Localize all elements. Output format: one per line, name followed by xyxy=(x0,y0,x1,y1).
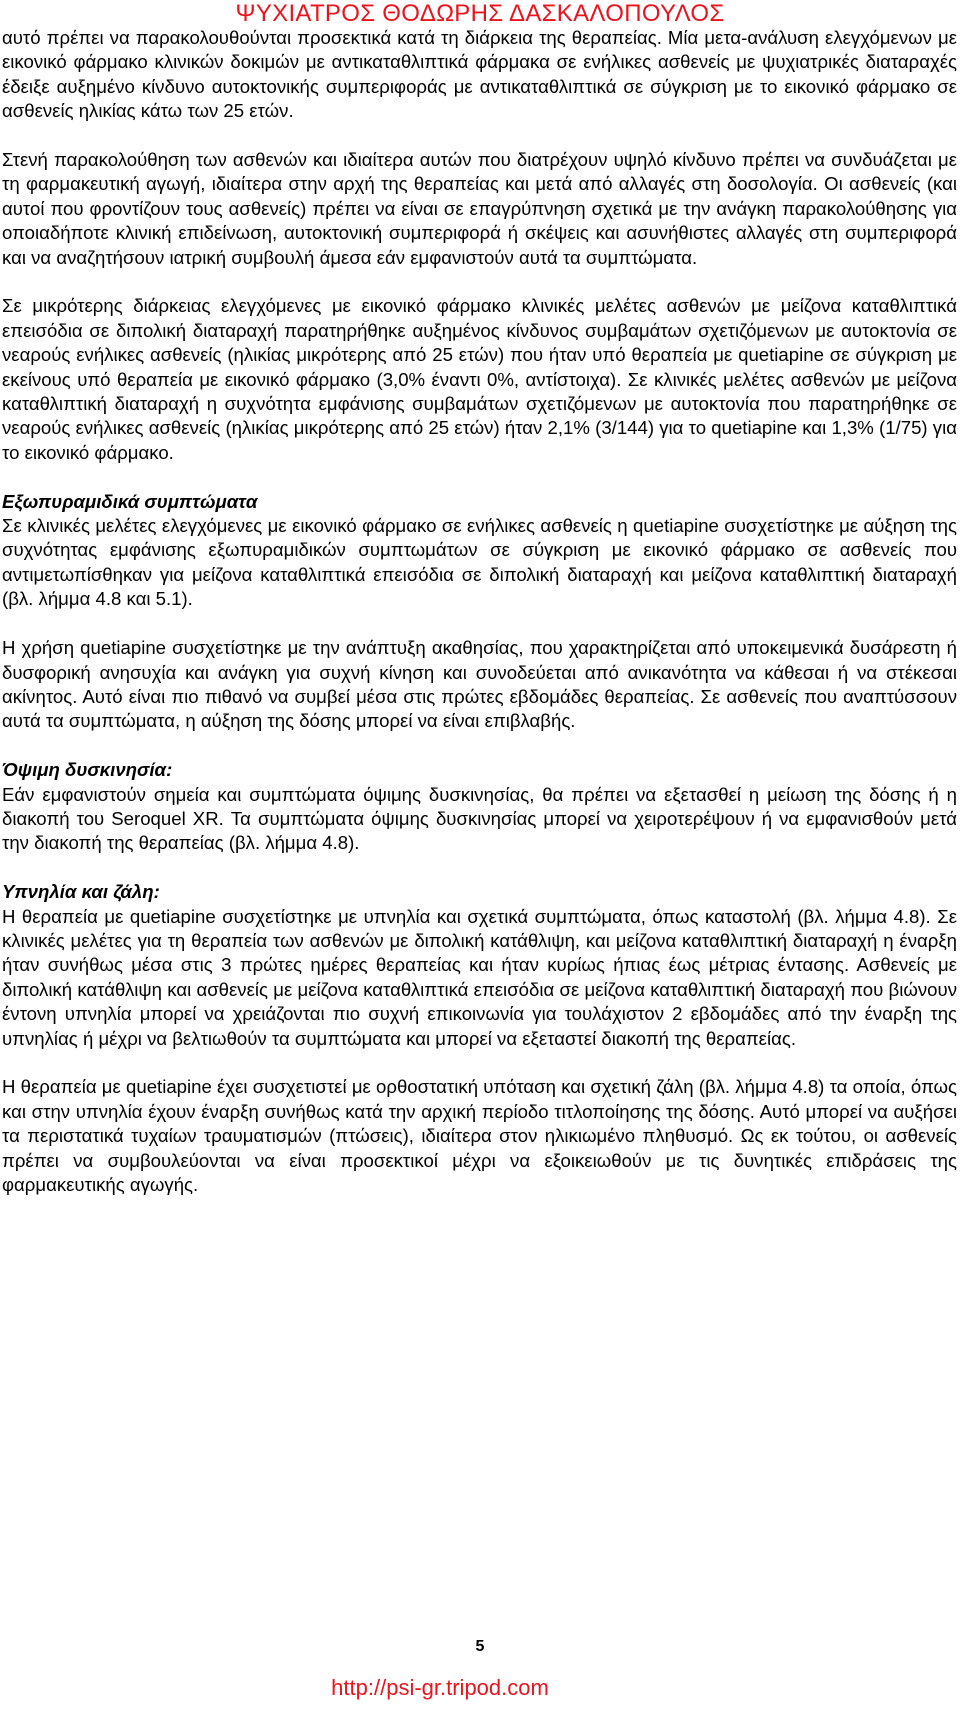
paragraph-extrapyramidal: Σε κλινικές μελέτες ελεγχόμενες με εικονικό φάρμακο σε ενήλικες ασθενείς η quetiapine συσχετίστηκε με αύξηση της συχνότητας εμφάνισης εξωπυραμιδικών συμπτωμάτων σε σύγκριση με εικονικό φάρμακο σε ασθενείς που αντιμετωπίσθηκαν για μείζονα καταθλιπτικά επεισόδια σε διπολική διαταραχή και μείζονα καταθλιπτική διαταραχή (βλ. λήμμα 4.8 και 5.1). xyxy=(2,515,957,610)
paragraph-suicidality-meta-analysis: αυτό πρέπει να παρακολουθούνται προσεκτικά κατά τη διάρκεια της θεραπείας. Μία μετα-ανάλυση ελεγχόμενων με εικονικό φάρμακο κλινικών δοκιμών με αντικαταθλιπτικά φάρμακα σε ενήλικες ασθενείς με ψυχιατρικές διαταραχές έδειξε αυξημένο κίνδυνο αυτοκτονικής συμπεριφοράς με αντικαταθλιπτικά σε σύγκριση με το εικονικό φάρμακο σε ασθενείς ηλικίας κάτω των 25 ετών. xyxy=(2,27,957,122)
footer-link[interactable]: http://psi-gr.tripod.com xyxy=(331,1675,549,1700)
section-heading-tardive-dyskinesia: Όψιμη δυσκινησία: xyxy=(2,759,173,781)
paragraph-akathisia: Η χρήση quetiapine συσχετίστηκε με την ανάπτυξη ακαθησίας, που χαρακτηρίζεται από υποκειμενικά δυσάρεστη ή δυσφορική ανησυχία και ανάγκη για συχνή κίνηση και συνοδεύεται από ανικανότητα να κάθεσαι ή να στέκεσαι ακίνητος. Αυτό είναι πιο πιθανό να συμβεί μέσα στις πρώτες εβδομάδες θεραπείας. Σε ασθενείς που αναπτύσσουν αυτά τα συμπτώματα, η αύξηση της δόσης μπορεί να είναι επιβλαβής. xyxy=(2,637,957,732)
section-heading-somnolence: Υπνηλία και ζάλη: xyxy=(2,881,160,903)
section-heading-extrapyramidal: Εξωπυραμιδικά συμπτώματα xyxy=(2,490,258,512)
page-number: 5 xyxy=(475,1638,485,1655)
page-header-title: ΨΥΧΙΑΤΡΟΣ ΘΟΔΩΡΗΣ ΔΑΣΚΑΛΟΠΟΥΛΟΣ xyxy=(235,0,725,27)
paragraph-somnolence: Η θεραπεία με quetiapine συσχετίστηκε με υπνηλία και σχετικά συμπτώματα, όπως καταστολή (βλ. λήμμα 4.8). Σε κλινικές μελέτες για τη θεραπεία των ασθενών με διπολική κατάθλιψη, και μείζονα καταθλιπτική διαταραχή η έναρξη ήταν συνήθως μέσα στις 3 πρώτες ημέρες θεραπείας και ήταν κυρίως ήπιας έως μέτριας έντασης. Ασθενείς με διπολική κατάθλιψη και ασθενείς με μείζονα καταθλιπτικά επεισόδια σε μείζονα καταθλιπτική διαταραχή που βιώνουν έντονη υπνηλία μπορεί να χρειάζονται πιο συχνή επικοινωνία για τουλάχιστον 2 εβδομάδες από την έναρξη της υπνηλίας ή μέχρι να βελτιωθούν τα συμπτώματα και μπορεί να εξεταστεί διακοπή της θεραπείας. xyxy=(2,905,957,1049)
paragraph-bipolar-suicidality: Σε μικρότερης διάρκειας ελεγχόμενες με εικονικό φάρμακο κλινικές μελέτες ασθενών με μείζονα καταθλιπτικά επεισόδια σε διπολική διαταραχή παρατηρήθηκε αυξημένος κίνδυνος συμβαμάτων σχετιζόμενων με αυτοκτονία σε νεαρούς ενήλικες ασθενείς (ηλικίας μικρότερης από 25 ετών) που ήταν υπό θεραπεία με quetiapine σε σύγκριση με εκείνους υπό θεραπεία με εικονικό φάρμακο (3,0% έναντι 0%, αντίστοιχα). Σε κλινικές μελέτες ασθενών με μείζονα καταθλιπτική διαταραχή η συχνότητα εμφάνισης συμβαμάτων σχετιζόμενων με αυτοκτονία που παρατηρήθηκε σε νεαρούς ενήλικες ασθενείς (ηλικίας μικρότερης από 25 ετών) ήταν 2,1% (3/144) για το quetiapine και 1,3% (1/75) για το εικονικό φάρμακο. xyxy=(2,295,957,463)
paragraph-close-monitoring: Στενή παρακολούθηση των ασθενών και ιδιαίτερα αυτών που διατρέχουν υψηλό κίνδυνο πρέπει να συνδυάζεται με τη φαρμακευτική αγωγή, ιδιαίτερα στην αρχή της θεραπείας και μετά από αλλαγές στη δοσολογία. Οι ασθενείς (και αυτοί που φροντίζουν τους ασθενείς) πρέπει να είναι σε επαγρύπνηση σχετικά με την ανάγκη παρακολούθησης για οποιαδήποτε κλινική επιδείνωση, αυτοκτονική συμπεριφορά ή σκέψεις και ασυνήθιστες αλλαγές στη συμπεριφορά και να αναζητήσουν ιατρική συμβουλή άμεσα εάν εμφανιστούν αυτά τα συμπτώματα. xyxy=(2,149,957,268)
paragraph-tardive-dyskinesia: Εάν εμφανιστούν σημεία και συμπτώματα όψιμης δυσκινησίας, θα πρέπει να εξετασθεί η μείωση της δόσης ή η διακοπή του Seroquel XR. Τα συμπτώματα όψιμης δυσκινησίας μπορεί να χειροτερέψουν ή να εμφανισθούν μετά την διακοπή της θεραπείας (βλ. λήμμα 4.8). xyxy=(2,783,957,854)
document-body xyxy=(2,26,957,1197)
paragraph-orthostatic-hypotension: Η θεραπεία με quetiapine έχει συσχετιστεί με ορθοστατική υπόταση και σχετική ζάλη (βλ. λήμμα 4.8) τα οποία, όπως και στην υπνηλία έχουν έναρξη συνήθως κατά την αρχική περίοδο τιτλοποίησης της δόσης. Αυτό μπορεί να αυξήσει τα περιστατικά τυχαίων τραυματισμών (πτώσεις), ιδιαίτερα στον ηλικιωμένο πληθυσμό. Ως εκ τούτου, οι ασθενείς πρέπει να συμβουλεύονται να είναι προσεκτικοί μέχρι να εξοικειωθούν με τις δυνητικές επιδράσεις της φαρμακευτικής αγωγής. xyxy=(2,1076,957,1195)
